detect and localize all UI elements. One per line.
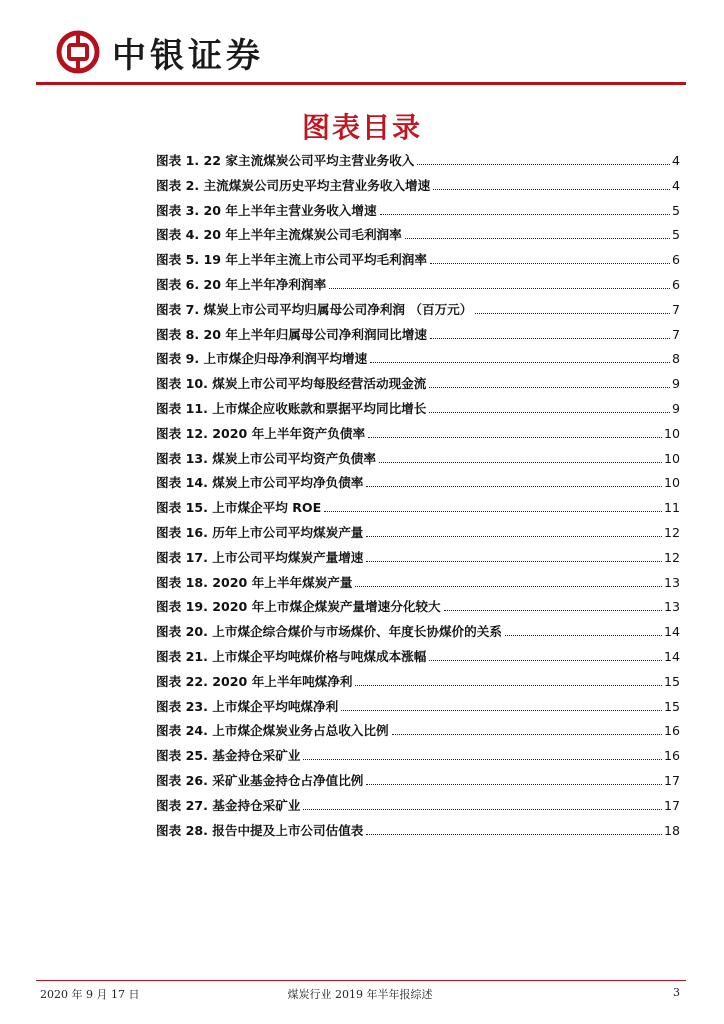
toc-entry-link[interactable] <box>156 150 680 175</box>
toc-entry-page: 10 <box>663 450 680 466</box>
toc-entry-label: 图表 19. 2020 年上市煤企煤炭产量增速分化较大 <box>156 599 441 615</box>
toc-list <box>156 150 680 844</box>
toc-entry-label: 图表 28. 报告中提及上市公司估值表 <box>156 822 364 838</box>
toc-leader-dots <box>341 710 662 711</box>
toc-entry-link[interactable] <box>156 820 680 845</box>
toc-leader-dots <box>355 685 662 686</box>
toc-entry-link[interactable] <box>156 324 680 349</box>
toc-leader-dots <box>405 238 670 239</box>
toc-entry-link[interactable] <box>156 274 680 299</box>
toc-entry-link[interactable] <box>156 497 680 522</box>
toc-leader-dots <box>366 784 662 785</box>
toc-leader-dots <box>379 462 662 463</box>
toc-entry-page: 14 <box>663 624 680 640</box>
toc-entry-page: 7 <box>671 301 680 317</box>
toc-leader-dots <box>444 610 662 611</box>
toc-entry-page: 16 <box>663 723 680 739</box>
toc-leader-dots <box>430 263 670 264</box>
toc-leader-dots <box>366 486 662 487</box>
toc-entry-page: 7 <box>671 326 680 342</box>
toc-leader-dots <box>505 635 662 636</box>
toc-entry-page: 18 <box>663 822 680 838</box>
toc-entry-page: 13 <box>663 599 680 615</box>
toc-entry-page: 9 <box>671 376 680 392</box>
toc-entry-label: 图表 6. 20 年上半年净利润率 <box>156 276 327 292</box>
toc-entry-link[interactable] <box>156 373 680 398</box>
toc-entry-page: 13 <box>663 574 680 590</box>
toc-entry-label: 图表 16. 历年上市公司平均煤炭产量 <box>156 524 364 540</box>
toc-entry-link[interactable] <box>156 200 680 225</box>
toc-leader-dots <box>366 561 662 562</box>
toc-entry-page: 6 <box>671 276 680 292</box>
toc-leader-dots <box>368 437 662 438</box>
toc-leader-dots <box>329 288 670 289</box>
toc-entry-link[interactable] <box>156 522 680 547</box>
toc-entry-page: 12 <box>663 524 680 540</box>
brand-name: 中银证券 <box>112 35 264 76</box>
toc-leader-dots <box>429 412 670 413</box>
toc-entry-label: 图表 1. 22 家主流煤炭公司平均主营业务收入 <box>156 153 415 168</box>
toc-entry-page: 9 <box>671 400 680 416</box>
toc-entry-page: 10 <box>663 425 680 441</box>
toc-entry-label: 图表 9. 上市煤企归母净利润平均增速 <box>156 351 368 367</box>
toc-leader-dots <box>370 362 670 363</box>
toc-entry-page: 14 <box>663 648 680 664</box>
bank-of-china-logo-icon <box>56 30 100 74</box>
toc-entry-label: 图表 12. 2020 年上半年资产负债率 <box>156 425 366 441</box>
toc-entry-link[interactable] <box>156 398 680 423</box>
toc-leader-dots <box>355 586 662 587</box>
toc-entry-page: 6 <box>671 252 680 268</box>
toc-entry-link[interactable] <box>156 720 680 745</box>
toc-entry-page: 5 <box>671 202 680 218</box>
toc-leader-dots <box>303 759 662 760</box>
toc-leader-dots <box>392 734 662 735</box>
toc-entry-label: 图表 7. 煤炭上市公司平均归属母公司净利润 （百万元） <box>156 301 473 317</box>
toc-entry-link[interactable] <box>156 472 680 497</box>
toc-entry-label: 图表 18. 2020 年上半年煤炭产量 <box>156 574 353 590</box>
toc-leader-dots <box>303 809 662 810</box>
toc-entry-link[interactable] <box>156 646 680 671</box>
footer-page-number: 3 <box>673 986 680 999</box>
toc-leader-dots <box>429 387 670 388</box>
toc-entry-page: 17 <box>663 797 680 813</box>
toc-entry-page: 16 <box>663 748 680 764</box>
toc-leader-dots <box>366 536 662 537</box>
toc-entry-label: 图表 24. 上市煤企煤炭业务占总收入比例 <box>156 723 389 739</box>
toc-entry-page: 10 <box>663 475 680 491</box>
toc-entry-link[interactable] <box>156 249 680 274</box>
toc-entry-label: 图表 20. 上市煤企综合煤价与市场煤价、年度长协煤价的关系 <box>156 624 502 640</box>
toc-entry-page: 5 <box>671 227 680 243</box>
toc-entry-link[interactable] <box>156 621 680 646</box>
toc-entry-link[interactable] <box>156 671 680 696</box>
toc-entry-label: 图表 4. 20 年上半年主流煤炭公司毛利润率 <box>156 227 402 243</box>
toc-entry-label: 图表 25. 基金持仓采矿业 <box>156 748 301 764</box>
toc-entry-label: 图表 10. 煤炭上市公司平均每股经营活动现金流 <box>156 376 427 392</box>
toc-entry-link[interactable] <box>156 423 680 448</box>
toc-entry-link[interactable] <box>156 596 680 621</box>
toc-entry-label: 图表 27. 基金持仓采矿业 <box>156 797 301 813</box>
toc-entry-link[interactable] <box>156 448 680 473</box>
toc-entry-link[interactable] <box>156 348 680 373</box>
toc-entry-label: 图表 13. 煤炭上市公司平均资产负债率 <box>156 450 376 466</box>
toc-leader-dots <box>429 660 662 661</box>
toc-entry-label: 图表 26. 采矿业基金持仓占净值比例 <box>156 772 364 788</box>
toc-entry-label: 图表 8. 20 年上半年归属母公司净利润同比增速 <box>156 326 427 342</box>
toc-entry-label: 图表 22. 2020 年上半年吨煤净利 <box>156 673 353 689</box>
toc-entry-link[interactable] <box>156 299 680 324</box>
footer-date: 2020 年 9 月 17 日 <box>40 988 140 1001</box>
toc-entry-link[interactable] <box>156 770 680 795</box>
toc-leader-dots <box>475 313 670 314</box>
toc-entry-page: 15 <box>663 673 680 689</box>
footer-divider <box>36 980 686 981</box>
toc-entry-link[interactable] <box>156 224 680 249</box>
toc-entry-label: 图表 15. 上市煤企平均 ROE <box>156 500 322 516</box>
toc-entry-link[interactable] <box>156 795 680 820</box>
toc-entry-label: 图表 3. 20 年上半年主营业务收入增速 <box>156 202 377 218</box>
page-header <box>56 26 264 78</box>
toc-entry-label: 图表 17. 上市公司平均煤炭产量增速 <box>156 549 364 565</box>
toc-entry-label: 图表 21. 上市煤企平均吨煤价格与吨煤成本涨幅 <box>156 648 427 664</box>
toc-entry-page: 15 <box>663 698 680 714</box>
toc-entry-link[interactable] <box>156 547 680 572</box>
toc-entry-label: 图表 11. 上市煤企应收账款和票据平均同比增长 <box>156 400 427 416</box>
toc-entry-link[interactable] <box>156 696 680 721</box>
toc-title: 图表目录 <box>301 111 422 144</box>
toc-entry-page: 4 <box>671 177 680 193</box>
toc-entry-label: 图表 5. 19 年上半年主流上市公司平均毛利润率 <box>156 252 427 268</box>
toc-entry-page: 4 <box>671 153 680 168</box>
toc-entry-page: 12 <box>663 549 680 565</box>
toc-leader-dots <box>430 338 670 339</box>
toc-leader-dots <box>433 189 670 190</box>
toc-entry-link[interactable] <box>156 572 680 597</box>
toc-leader-dots <box>417 164 670 165</box>
header-divider <box>36 82 686 85</box>
toc-entry-label: 图表 14. 煤炭上市公司平均净负债率 <box>156 475 364 491</box>
toc-entry-page: 8 <box>671 351 680 367</box>
toc-leader-dots <box>366 834 662 835</box>
footer-report-title: 煤炭行业 2019 年半年报综述 <box>287 988 433 1001</box>
toc-entry-page: 17 <box>663 772 680 788</box>
toc-entry-page: 11 <box>663 500 680 516</box>
toc-entry-link[interactable] <box>156 745 680 770</box>
toc-leader-dots <box>324 511 662 512</box>
toc-entry-label: 图表 2. 主流煤炭公司历史平均主营业务收入增速 <box>156 177 431 193</box>
toc-entry-label: 图表 23. 上市煤企平均吨煤净利 <box>156 698 339 714</box>
toc-leader-dots <box>380 214 670 215</box>
toc-entry-link[interactable] <box>156 175 680 200</box>
